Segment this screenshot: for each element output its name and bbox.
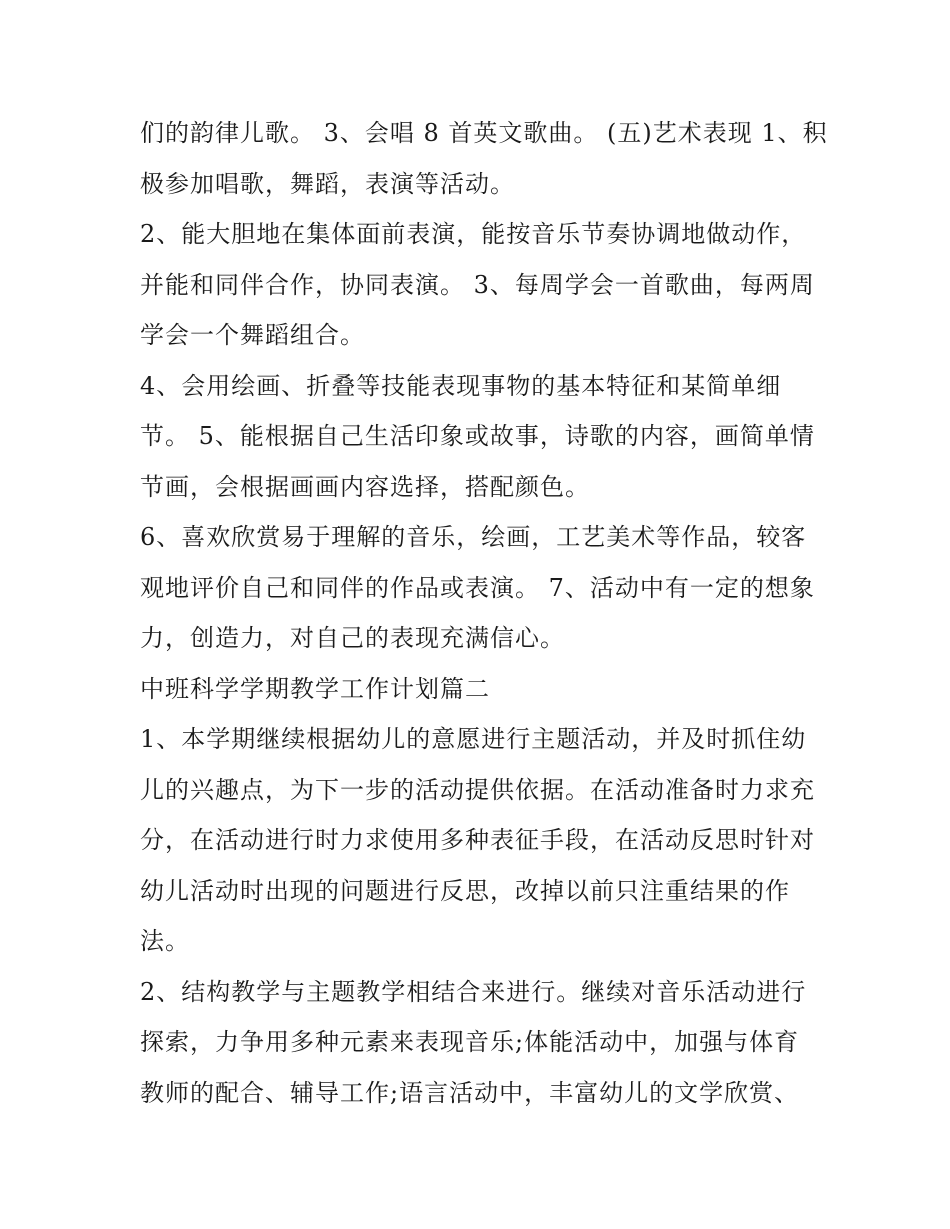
text-line: 节。 5、能根据自己生活印象或故事，诗歌的内容，画简单情 [140,422,815,450]
text-line: 6、喜欢欣赏易于理解的音乐，绘画，工艺美术等作品，较客 [140,523,807,551]
section-heading: 中班科学学期教学工作计划篇二 [140,674,490,703]
text-line: 2、能大胆地在集体面前表演，能按音乐节奏协调地做动作， [140,220,807,248]
text-line: 力，创造力，对自己的表现充满信心。 [140,624,565,652]
text-line: 节画，会根据画画内容选择，搭配颜色。 [140,472,590,501]
text-line: 幼儿活动时出现的问题进行反思，改掉以前只注重结果的作 [140,876,790,905]
text-line: 并能和同伴合作，协同表演。 3、每周学会一首歌曲，每两周 [140,270,815,299]
text-line: 分，在活动进行时力求使用多种表征手段，在活动反思时针对 [140,826,815,854]
text-line: 4、会用绘画、折叠等技能表现事物的基本特征和某简单细 [140,371,782,400]
text-line: 探索，力争用多种元素来表现音乐;体能活动中，加强与体育 [140,1028,800,1056]
text-line: 2、结构教学与主题教学相结合来进行。继续对音乐活动进行 [140,977,807,1006]
text-line: 们的韵律儿歌。 3、会唱 8 首英文歌曲。 (五)艺术表现 1、积 [140,119,828,147]
text-line: 极参加唱歌，舞蹈，表演等活动。 [140,169,515,198]
text-line: 儿的兴趣点，为下一步的活动提供依据。在活动准备时力求充 [140,775,815,804]
text-line: 法。 [140,927,190,955]
text-line: 学会一个舞蹈组合。 [140,321,365,349]
text-line: 教师的配合、辅导工作;语言活动中，丰富幼儿的文学欣赏、 [140,1078,800,1107]
text-line: 1、本学期继续根据幼儿的意愿进行主题活动，并及时抓住幼 [140,725,807,753]
text-line: 观地评价自己和同伴的作品或表演。 7、活动中有一定的想象 [140,573,815,602]
document-body [140,108,830,1118]
